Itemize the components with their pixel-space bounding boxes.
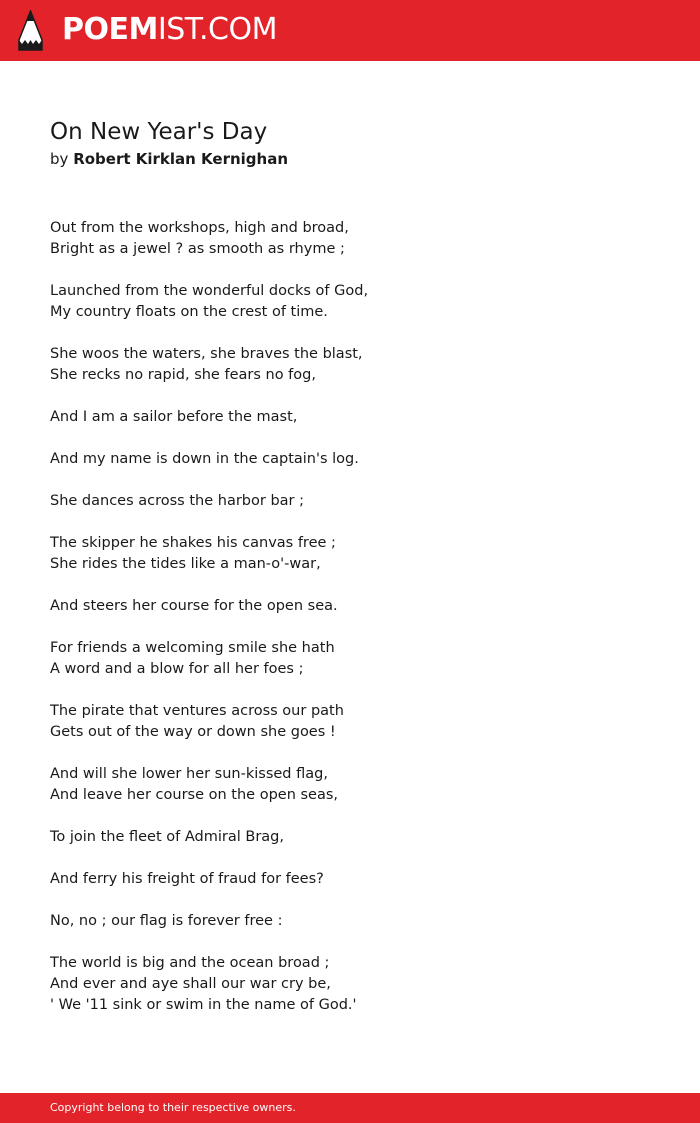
stanza — [50, 764, 650, 806]
poem-line: She dances across the harbor bar ; — [50, 493, 304, 509]
stanza — [50, 638, 650, 680]
poem-line: She rides the tides like a man-o'-war, — [50, 556, 321, 572]
copyright-notice: Copyright belong to their respective owners. — [50, 1101, 296, 1114]
poem-title: On New Year's Day — [50, 119, 268, 145]
logo-text-light: IST.COM — [157, 12, 277, 47]
stanza — [50, 953, 650, 1016]
poem-line: For friends a welcoming smile she hath — [50, 640, 335, 656]
poem-line: To join the fleet of Admiral Brag, — [50, 829, 284, 845]
stanza — [50, 911, 650, 932]
by-label: by — [50, 150, 69, 168]
pencil-tip-icon[interactable] — [18, 10, 43, 51]
poem-line: My country floats on the crest of time. — [50, 304, 328, 320]
poem-line: The world is big and the ocean broad ; — [50, 955, 330, 971]
poem-line: And ever and aye shall our war cry be, — [50, 976, 331, 992]
stanza — [50, 407, 650, 428]
poem-line: And ferry his freight of fraud for fees? — [50, 871, 324, 887]
site-header — [0, 0, 700, 61]
poem-line: Out from the workshops, high and broad, — [50, 220, 349, 236]
poem-line: Bright as a jewel ? as smooth as rhyme ; — [50, 241, 345, 257]
byline — [50, 148, 288, 170]
site-footer — [0, 1093, 700, 1123]
stanza — [50, 827, 650, 848]
author-name: Robert Kirklan Kernighan — [73, 150, 289, 168]
poem-line: And steers her course for the open sea. — [50, 598, 338, 614]
poem-line: She woos the waters, she braves the blast, — [50, 346, 363, 362]
poem-line: And will she lower her sun-kissed flag, — [50, 766, 328, 782]
poem-line: Launched from the wonderful docks of God, — [50, 283, 369, 299]
poem-line: ' We '11 sink or swim in the name of God.' — [50, 997, 357, 1013]
poem-line: The pirate that ventures across our path — [50, 703, 344, 719]
stanza — [50, 701, 650, 743]
stanza — [50, 491, 650, 512]
poem-body — [50, 218, 650, 1037]
stanza — [50, 344, 650, 386]
poem-line: And leave her course on the open seas, — [50, 787, 339, 803]
poem-line: And I am a sailor before the mast, — [50, 409, 298, 425]
site-logo[interactable] — [62, 13, 277, 47]
poem-line: The skipper he shakes his canvas free ; — [50, 535, 336, 551]
stanza — [50, 533, 650, 575]
poem-line: A word and a blow for all her foes ; — [50, 661, 304, 677]
poem-line: No, no ; our flag is forever free : — [50, 913, 283, 929]
stanza — [50, 281, 650, 323]
stanza — [50, 869, 650, 890]
poem-line: She recks no rapid, she fears no fog, — [50, 367, 316, 383]
logo-text-bold: POEM — [62, 12, 158, 47]
stanza — [50, 596, 650, 617]
poem-line: Gets out of the way or down she goes ! — [50, 724, 336, 740]
poem-line: And my name is down in the captain's log. — [50, 451, 359, 467]
stanza — [50, 449, 650, 470]
stanza — [50, 218, 650, 260]
